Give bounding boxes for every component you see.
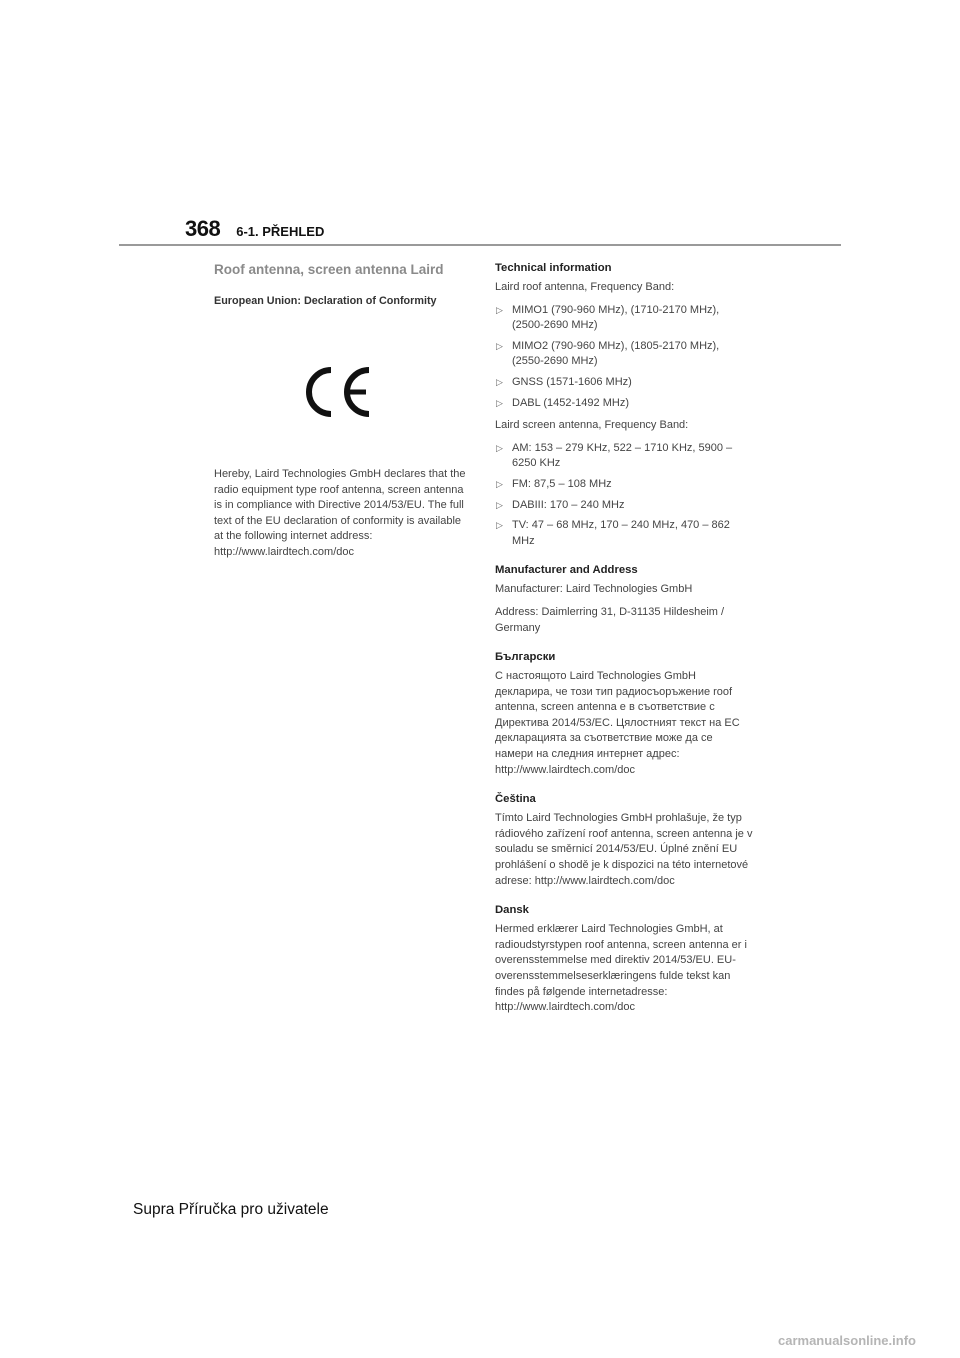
manufacturer-heading: Manufacturer and Address (495, 564, 638, 577)
danish-text: Hermed erklærer Laird Technologies GmbH, at radioudstyrstypen roof antenna, screen antenna er i overensstemmelse med direktiv 2014/53/EU. EU-overensstemmelseserklæringens fulde tekst kan findes på følgende internetadresse: http://www.lairdtech.com/doc (495, 923, 747, 1014)
triangle-bullet-icon: ▷ (496, 397, 503, 408)
article-title: Roof antenna, screen antenna Laird (214, 262, 444, 277)
bulgarian-heading: Български (495, 651, 556, 664)
czech-heading: Čeština (495, 793, 536, 806)
list-item: ▷ MIMO2 (790-960 MHz), (1805-2170 MHz), (2550-2690 MHz) (496, 339, 720, 368)
triangle-bullet-icon: ▷ (496, 499, 503, 510)
technical-info-heading: Technical information (495, 262, 612, 274)
screen-antenna-intro: Laird screen antenna, Frequency Band: (495, 419, 689, 432)
triangle-bullet-icon: ▷ (496, 478, 503, 489)
list-item: ▷ MIMO1 (790-960 MHz), (1710-2170 MHz), (2500-2690 MHz) (496, 303, 720, 332)
danish-heading: Dansk (495, 904, 529, 917)
list-item: ▷ FM: 87,5 – 108 MHz (495, 477, 753, 493)
triangle-bullet-icon: ▷ (496, 340, 503, 351)
list-item: ▷ TV: 47 – 68 MHz, 170 – 240 MHz, 470 – 862 MHz (496, 519, 730, 547)
address-text: Address: Daimlerring 31, D-31135 Hildesheim / Germany (495, 605, 725, 634)
list-item: ▷ AM: 153 – 279 KHz, 522 – 1710 KHz, 5900 – 6250 KHz (496, 441, 733, 470)
page-header (185, 216, 324, 242)
roof-antenna-intro: Laird roof antenna, Frequency Band: (495, 281, 675, 293)
triangle-bullet-icon: ▷ (496, 442, 503, 453)
page-number: 368 (185, 216, 221, 241)
triangle-bullet-icon: ▷ (496, 304, 503, 315)
bulgarian-text: С настоящото Laird Technologies GmbH декларира, че този тип радиосъоръжение roof antenna, screen antenna е в съответствие с Директива 2014/53/ЕС. Цялостният текст на ЕС декларацията за съответствие може да се намери на следния интернет адрес: http://www.lairdtech.com/doc (495, 670, 740, 776)
czech-text: Tímto Laird Technologies GmbH prohlašuje, že typ rádiového zařízení roof antenna, screen antenna je v souladu se směrnicí 2014/53/EU. Úplné znění EU prohlášení o shodě je k dispozici na této internetové adrese: http://www.lairdtech.com/doc (495, 812, 753, 887)
triangle-bullet-icon: ▷ (496, 376, 503, 387)
list-item: ▷ GNSS (1571-1606 MHz) (495, 375, 753, 391)
triangle-bullet-icon: ▷ (496, 520, 503, 531)
roof-frequency-list (495, 303, 753, 412)
right-column (495, 262, 753, 1023)
header-divider (119, 244, 841, 246)
list-item: ▷ DABIII: 170 – 240 MHz (495, 498, 753, 514)
screen-frequency-list (495, 441, 753, 550)
watermark: carmanualsonline.info (778, 1333, 916, 1348)
declaration-text: Hereby, Laird Technologies GmbH declares that the radio equipment type roof antenna, screen antenna is in compliance with Directive 2014/53/EU. The full text of the EU declaration of conformity is available at the following internet address: http://www.lairdtech.com/doc (214, 468, 466, 558)
section-title: 6-1. PŘEHLED (236, 224, 325, 239)
manual-title-footer: Supra Příručka pro uživatele (133, 1201, 329, 1218)
manufacturer-text: Manufacturer: Laird Technologies GmbH (495, 583, 693, 596)
list-item: ▷ DABL (1452-1492 MHz) (495, 396, 753, 412)
ce-mark-icon (204, 317, 470, 467)
left-column (214, 262, 470, 568)
declaration-heading: European Union: Declaration of Conformity (214, 295, 437, 307)
